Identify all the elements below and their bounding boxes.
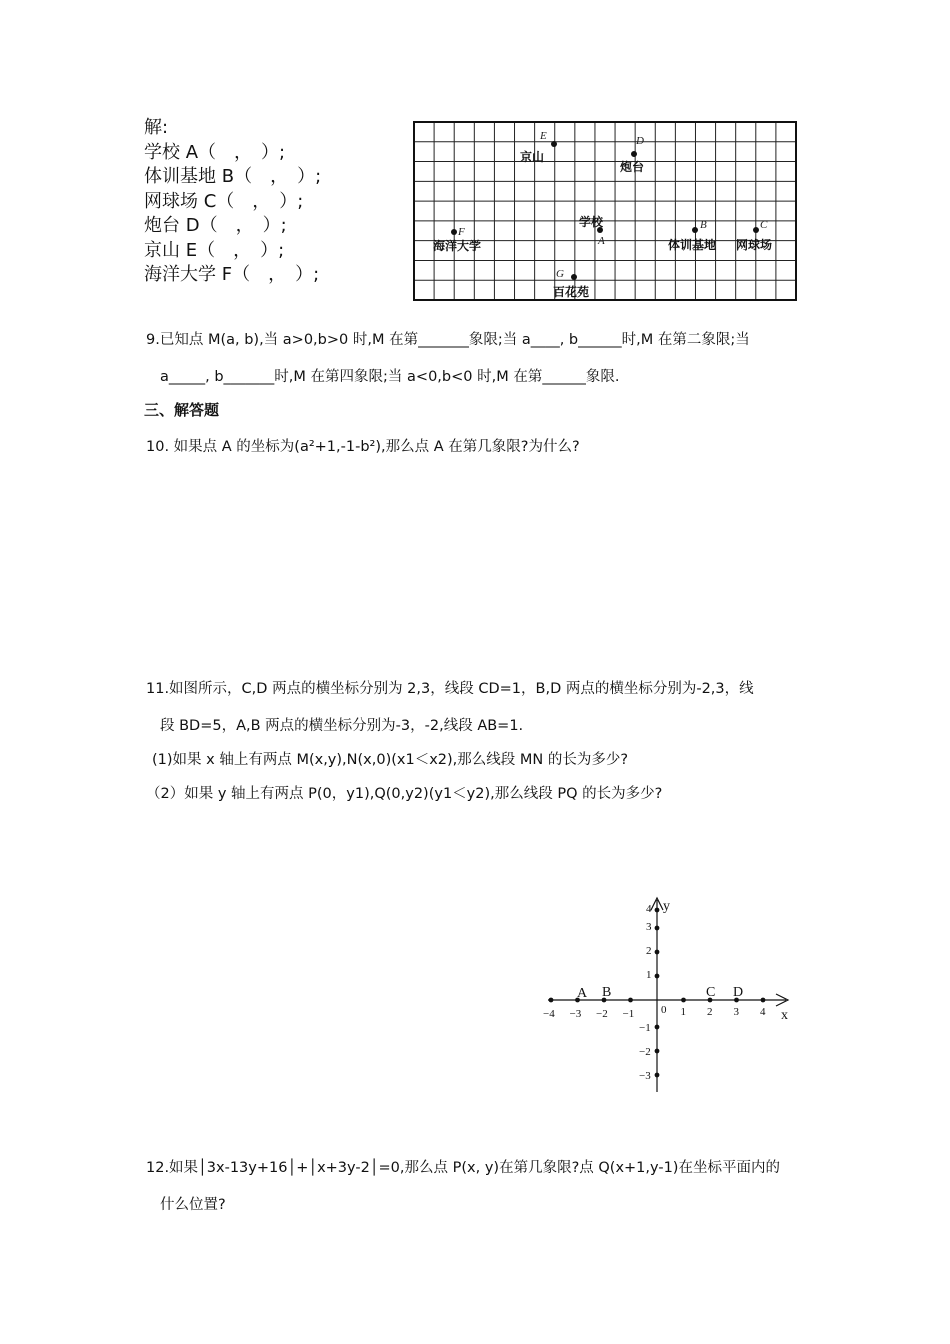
map-point-D [631,151,637,157]
axis-point-C: C [706,985,716,1000]
q11-line1: 11.如图所示，C,D 两点的横坐标分别为 2,3，线段 CD=1，B,D 两点的横坐标分别为-2,3，线 [146,681,754,697]
x-tick-label: 2 [707,1006,713,1018]
x-tick-dot [628,998,633,1003]
map-point-F [451,229,457,235]
q9-line2: a_____, b_______时,M 在第四象限;当 a<0,b<0 时,M 在第______象限. [160,369,620,385]
grid-map [410,120,800,304]
x-tick-label: 3 [733,1006,739,1018]
x-tick-dot [681,998,686,1003]
y-tick-dot [655,1049,660,1054]
q12-line2: 什么位置? [160,1197,226,1213]
solution-line-ocean-university: 海洋大学 F（ ， ）; [144,264,320,285]
solution-line-school: 学校 A（ ， ）; [144,141,286,163]
map-label-baihua: 百花苑 [553,285,590,299]
q12-line1: 12.如果│3x-13y+16│+│x+3y-2│=0,那么点 P(x, y)在第几象限?点 Q(x+1,y-1)在坐标平面内的 [146,1160,780,1176]
map-label-xuexiao: 学校 [579,215,604,229]
map-label-paotai: 炮台 [620,160,645,174]
solution-line-fort: 炮台 D（ ， ）; [144,215,287,236]
map-label-wangqiu: 网球场 [736,238,773,252]
map-label-jingshan: 京山 [520,150,545,164]
x-tick-label: 1 [680,1006,686,1018]
y-tick-dot [655,1025,660,1030]
map-label-A: A [598,235,605,247]
map-label-E: E [540,130,547,142]
x-tick-label: −3 [569,1008,582,1020]
axis-point-D: D [733,985,744,1000]
q11-part2: （2）如果 y 轴上有两点 P(0，y1),Q(0,y2)(y1＜y2),那么线段 PQ 的长为多少? [146,786,663,802]
q11-part1: (1)如果 x 轴上有两点 M(x,y),N(x,0)(x1＜x2),那么线段 MN 的长为多少? [152,752,629,768]
map-point-G [571,274,577,280]
map-label-tixun: 体训基地 [668,238,717,252]
map-point-B [692,227,698,233]
map-label-D: D [636,135,644,147]
map-point-C [753,227,759,233]
axis-point-B: B [602,985,612,1000]
solution-line-tennis-court: 网球场 C（ ， ）; [144,190,304,212]
q9-line1: 9.已知点 M(a, b),当 a>0,b>0 时,M 在第_______象限;当 a____, b______时,M 在第二象限;当 [146,332,750,348]
y-tick-dot [655,974,660,979]
solution-heading: 解: [144,117,169,138]
section-heading-answers: 三、解答题 [144,401,220,419]
y-tick-dot [655,950,660,955]
map-label-G: G [556,268,564,280]
x-tick-dot [549,998,554,1003]
x-axis-label: x [781,1008,788,1023]
map-point-E [551,141,557,147]
solution-block [144,116,321,288]
y-tick-label: −2 [639,1046,651,1058]
y-tick-dot [655,926,660,931]
y-tick-label: 1 [646,969,652,981]
axes-figure [540,892,800,1097]
y-tick-label: −3 [639,1070,651,1082]
y-tick-label: 2 [646,945,652,957]
x-tick-dot [761,998,766,1003]
origin-label: 0 [661,1004,667,1016]
x-tick-label: −1 [622,1008,635,1020]
x-tick-label: −2 [596,1008,608,1020]
solution-line-training-base: 体训基地 B（ ， ）; [144,166,322,187]
y-tick-dot [655,1073,660,1078]
axis-point-A: A [577,986,588,1001]
solution-line-jingshan: 京山 E（ ， ）; [144,239,285,261]
y-tick-dot [655,908,660,913]
map-label-B: B [700,219,707,231]
q10-text: 10. 如果点 A 的坐标为(a²+1,-1-b²),那么点 A 在第几象限?为什么? [146,439,580,455]
y-tick-label: 4 [646,903,652,915]
y-axis-label: y [663,899,670,914]
x-tick-label: −4 [543,1008,555,1020]
map-label-haiyang: 海洋大学 [433,239,482,253]
map-label-F: F [458,226,465,238]
map-label-C: C [760,219,768,231]
y-tick-label: −1 [639,1022,651,1034]
q11-line2: 段 BD=5，A,B 两点的横坐标分别为-3，-2,线段 AB=1. [160,718,524,734]
y-tick-label: 3 [646,921,652,933]
x-tick-label: 4 [760,1006,766,1018]
